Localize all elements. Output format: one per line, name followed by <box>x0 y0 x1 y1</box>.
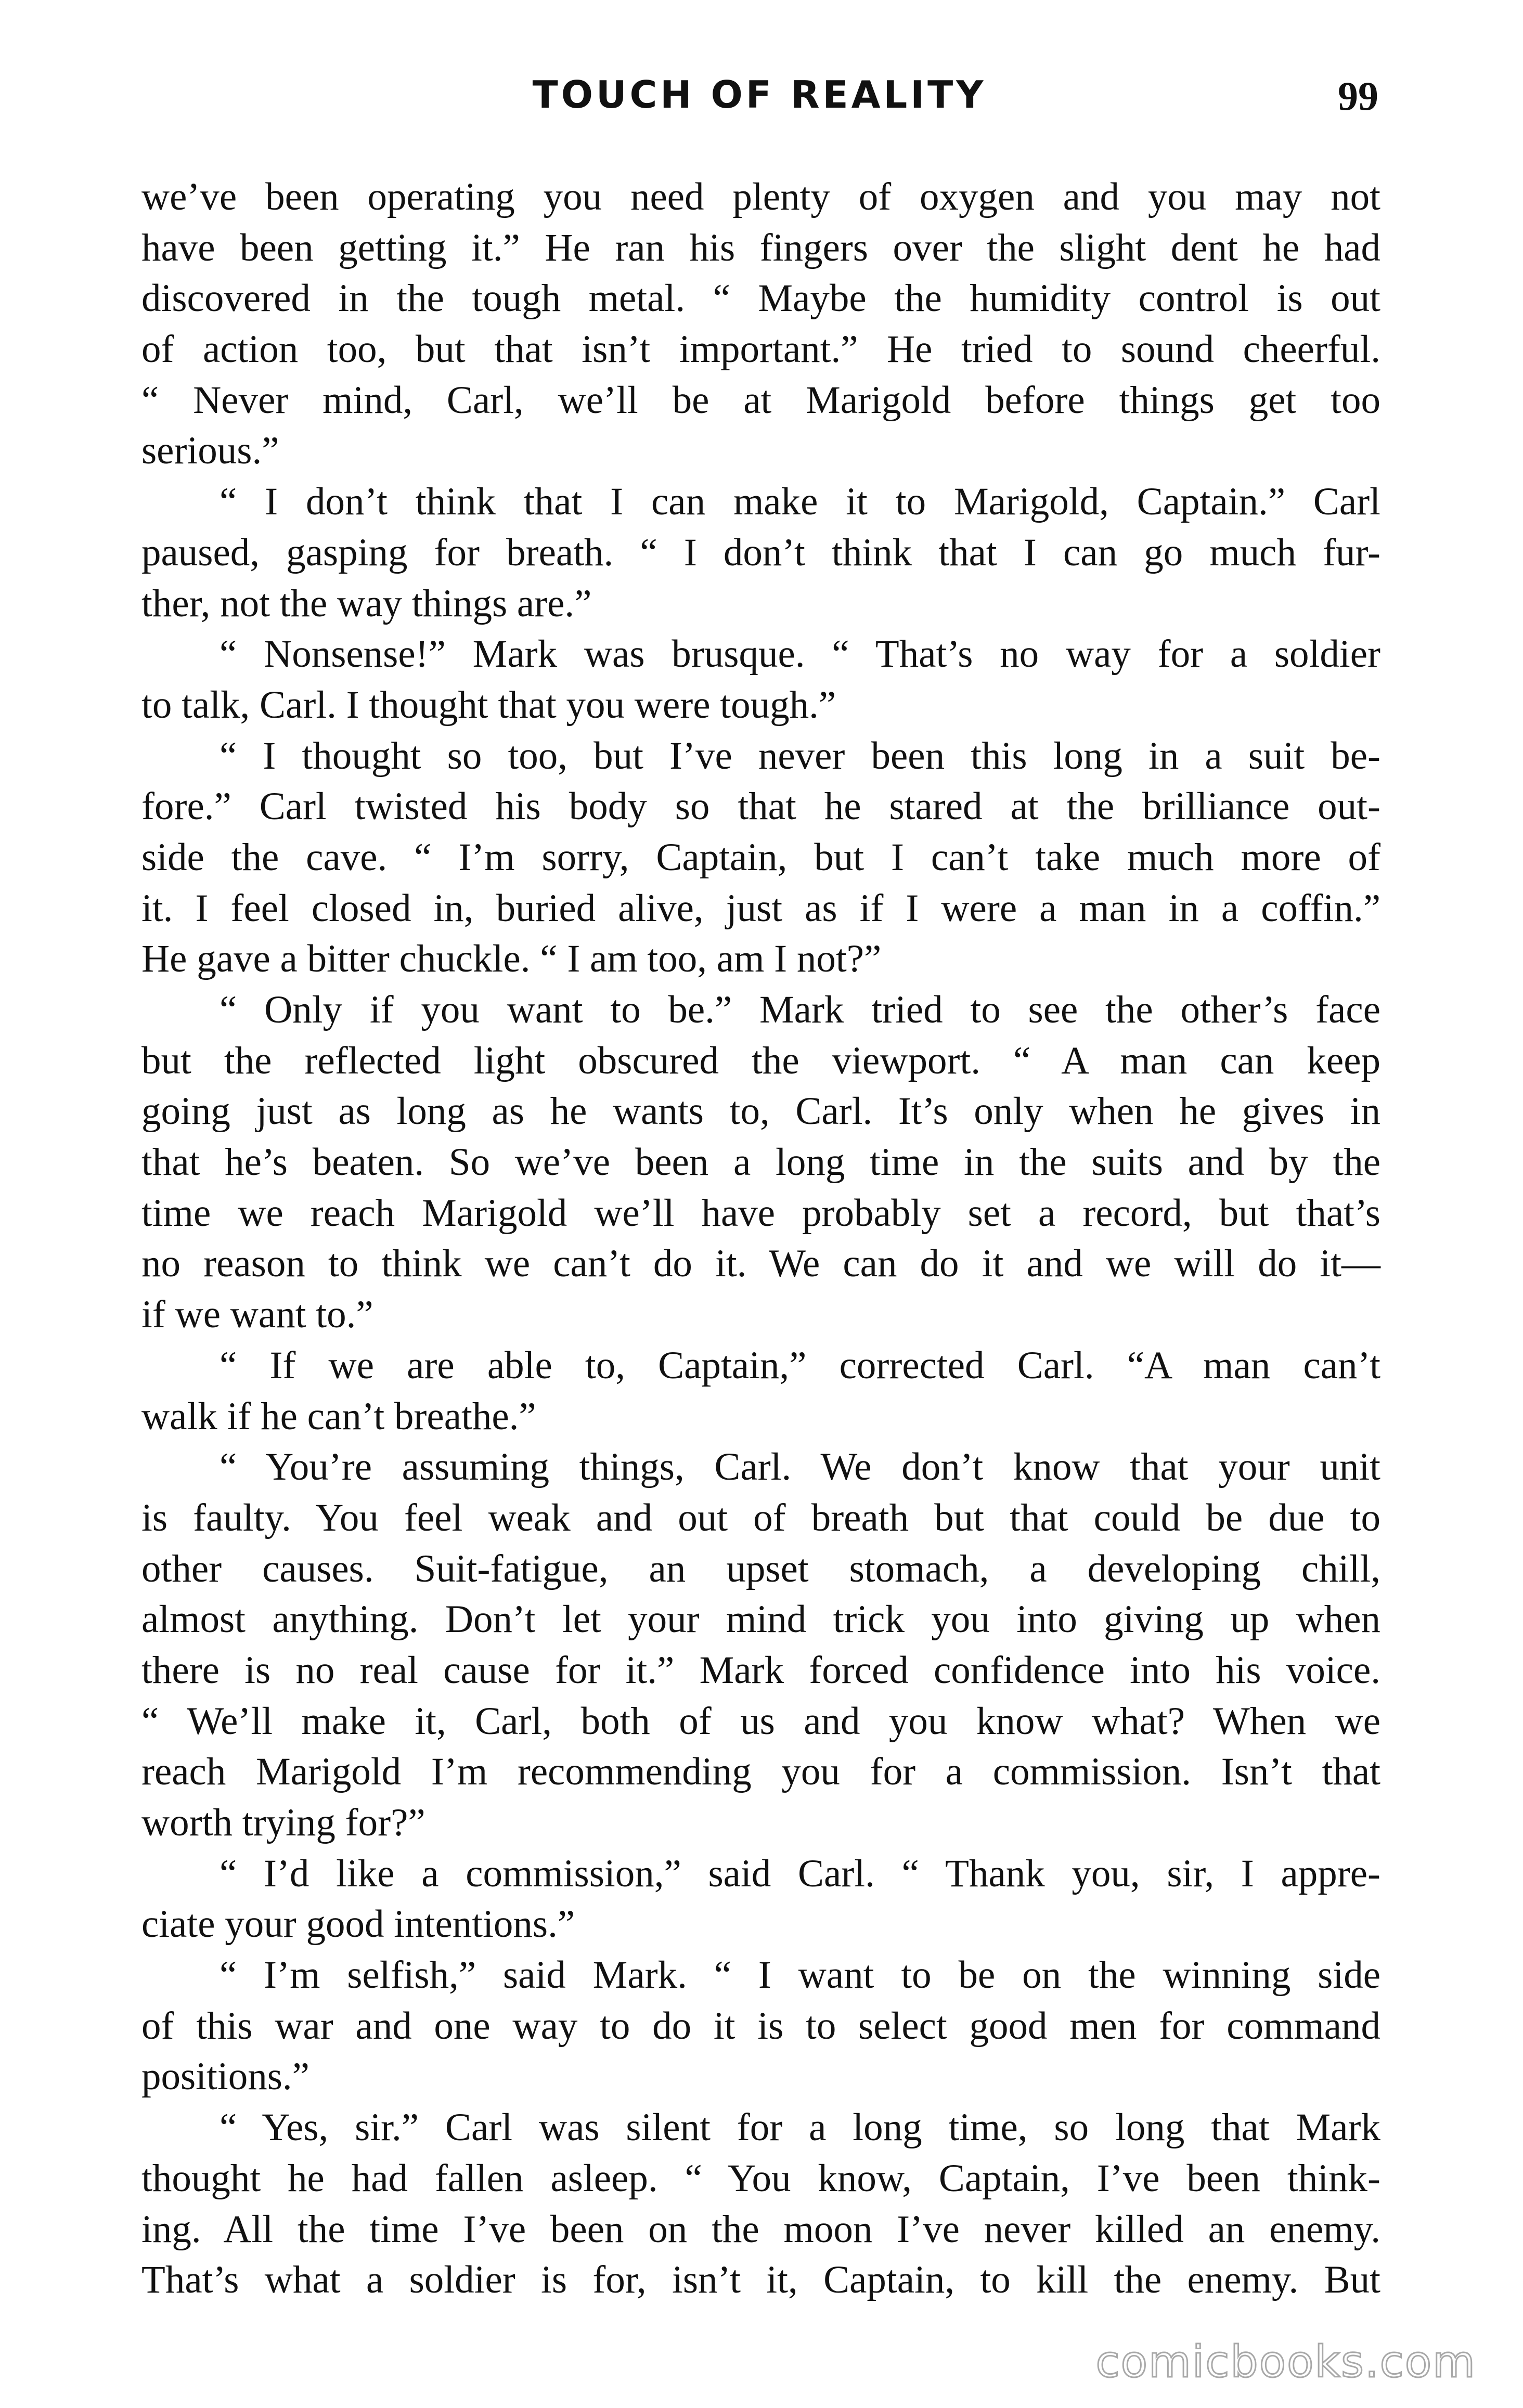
page-number: 99 <box>1338 73 1378 119</box>
text-line: it. I feel closed in, buried alive, just as if I were a man in a coffin.” <box>141 886 1380 930</box>
text-line: is faulty. You feel weak and out of breath but that could be due to <box>141 1496 1380 1539</box>
text-line: there is no real cause for it.” Mark forced confidence into his voice. <box>141 1648 1380 1692</box>
text-line: walk if he can’t breathe.” <box>141 1394 536 1438</box>
text-line: but the reflected light obscured the viewport. “ A man can keep <box>141 1039 1380 1082</box>
text-line: thought he had fallen asleep. “ You know, Captain, I’ve been think- <box>141 2156 1380 2200</box>
text-line: almost anything. Don’t let your mind trick you into giving up when <box>141 1598 1380 1641</box>
text-line: “ I thought so too, but I’ve never been this long in a suit be- <box>220 734 1380 778</box>
text-line: “ You’re assuming things, Carl. We don’t know that your unit <box>220 1445 1380 1489</box>
running-title: TOUCH OF REALITY <box>532 73 987 116</box>
text-line: reach Marigold I’m recommending you for a commission. Isn’t that <box>141 1750 1380 1794</box>
text-line: “ Only if you want to be.” Mark tried to see the other’s face <box>220 988 1380 1031</box>
text-line: worth trying for?” <box>141 1801 425 1844</box>
running-head <box>140 73 1378 130</box>
text-line: time we reach Marigold we’ll have probably set a record, but that’s <box>141 1191 1380 1235</box>
text-line: side the cave. “ I’m sorry, Captain, but I can’t take much more of <box>141 835 1380 879</box>
text-line: ciate your good intentions.” <box>141 1902 575 1946</box>
text-line: of this war and one way to do it is to select good men for command <box>141 2004 1380 2048</box>
text-line: “ I’m selfish,” said Mark. “ I want to be on the winning side <box>220 1953 1380 1997</box>
text-line: have been getting it.” He ran his fingers over the slight dent he had <box>141 226 1380 269</box>
body-text <box>141 172 1380 2306</box>
text-line: serious.” <box>141 429 279 473</box>
text-line: “ Yes, sir.” Carl was silent for a long time, so long that Mark <box>220 2106 1380 2150</box>
text-line: He gave a bitter chuckle. “ I am too, am I not?” <box>141 937 882 981</box>
text-line: fore.” Carl twisted his body so that he stared at the brilliance out- <box>141 785 1380 828</box>
text-line: ing. All the time I’ve been on the moon I’ve never killed an enemy. <box>141 2207 1380 2251</box>
text-line: “ I’d like a commission,” said Carl. “ Thank you, sir, I appre- <box>220 1852 1380 1895</box>
watermark: comicbooks.com <box>1095 2336 1476 2387</box>
text-line: other causes. Suit-fatigue, an upset stomach, a developing chill, <box>141 1547 1380 1590</box>
text-line: positions.” <box>141 2055 309 2099</box>
text-line: ther, not the way things are.” <box>141 581 592 625</box>
text-line: “ If we are able to, Captain,” corrected Carl. “A man can’t <box>220 1343 1380 1387</box>
text-line: “ I don’t think that I can make it to Marigold, Captain.” Carl <box>220 480 1380 524</box>
text-line: paused, gasping for breath. “ I don’t think that I can go much fur- <box>141 530 1380 574</box>
text-line: we’ve been operating you need plenty of oxygen and you may not <box>141 175 1380 218</box>
text-line: that he’s beaten. So we’ve been a long time in the suits and by the <box>141 1141 1380 1184</box>
text-line: going just as long as he wants to, Carl. It’s only when he gives in <box>141 1090 1380 1133</box>
text-line: “ We’ll make it, Carl, both of us and you know what? When we <box>141 1699 1380 1743</box>
text-line: discovered in the tough metal. “ Maybe the humidity control is out <box>141 277 1380 320</box>
text-line: to talk, Carl. I thought that you were tough.” <box>141 683 836 727</box>
text-line: “ Nonsense!” Mark was brusque. “ That’s no way for a soldier <box>220 632 1380 676</box>
text-line: “ Never mind, Carl, we’ll be at Marigold before things get too <box>141 378 1380 422</box>
text-line: That’s what a soldier is for, isn’t it, Captain, to kill the enemy. But <box>141 2258 1380 2302</box>
text-line: if we want to.” <box>141 1293 373 1337</box>
text-line: no reason to think we can’t do it. We can do it and we will do it— <box>141 1242 1380 1286</box>
text-line: of action too, but that isn’t important.” He tried to sound cheerful. <box>141 328 1380 371</box>
